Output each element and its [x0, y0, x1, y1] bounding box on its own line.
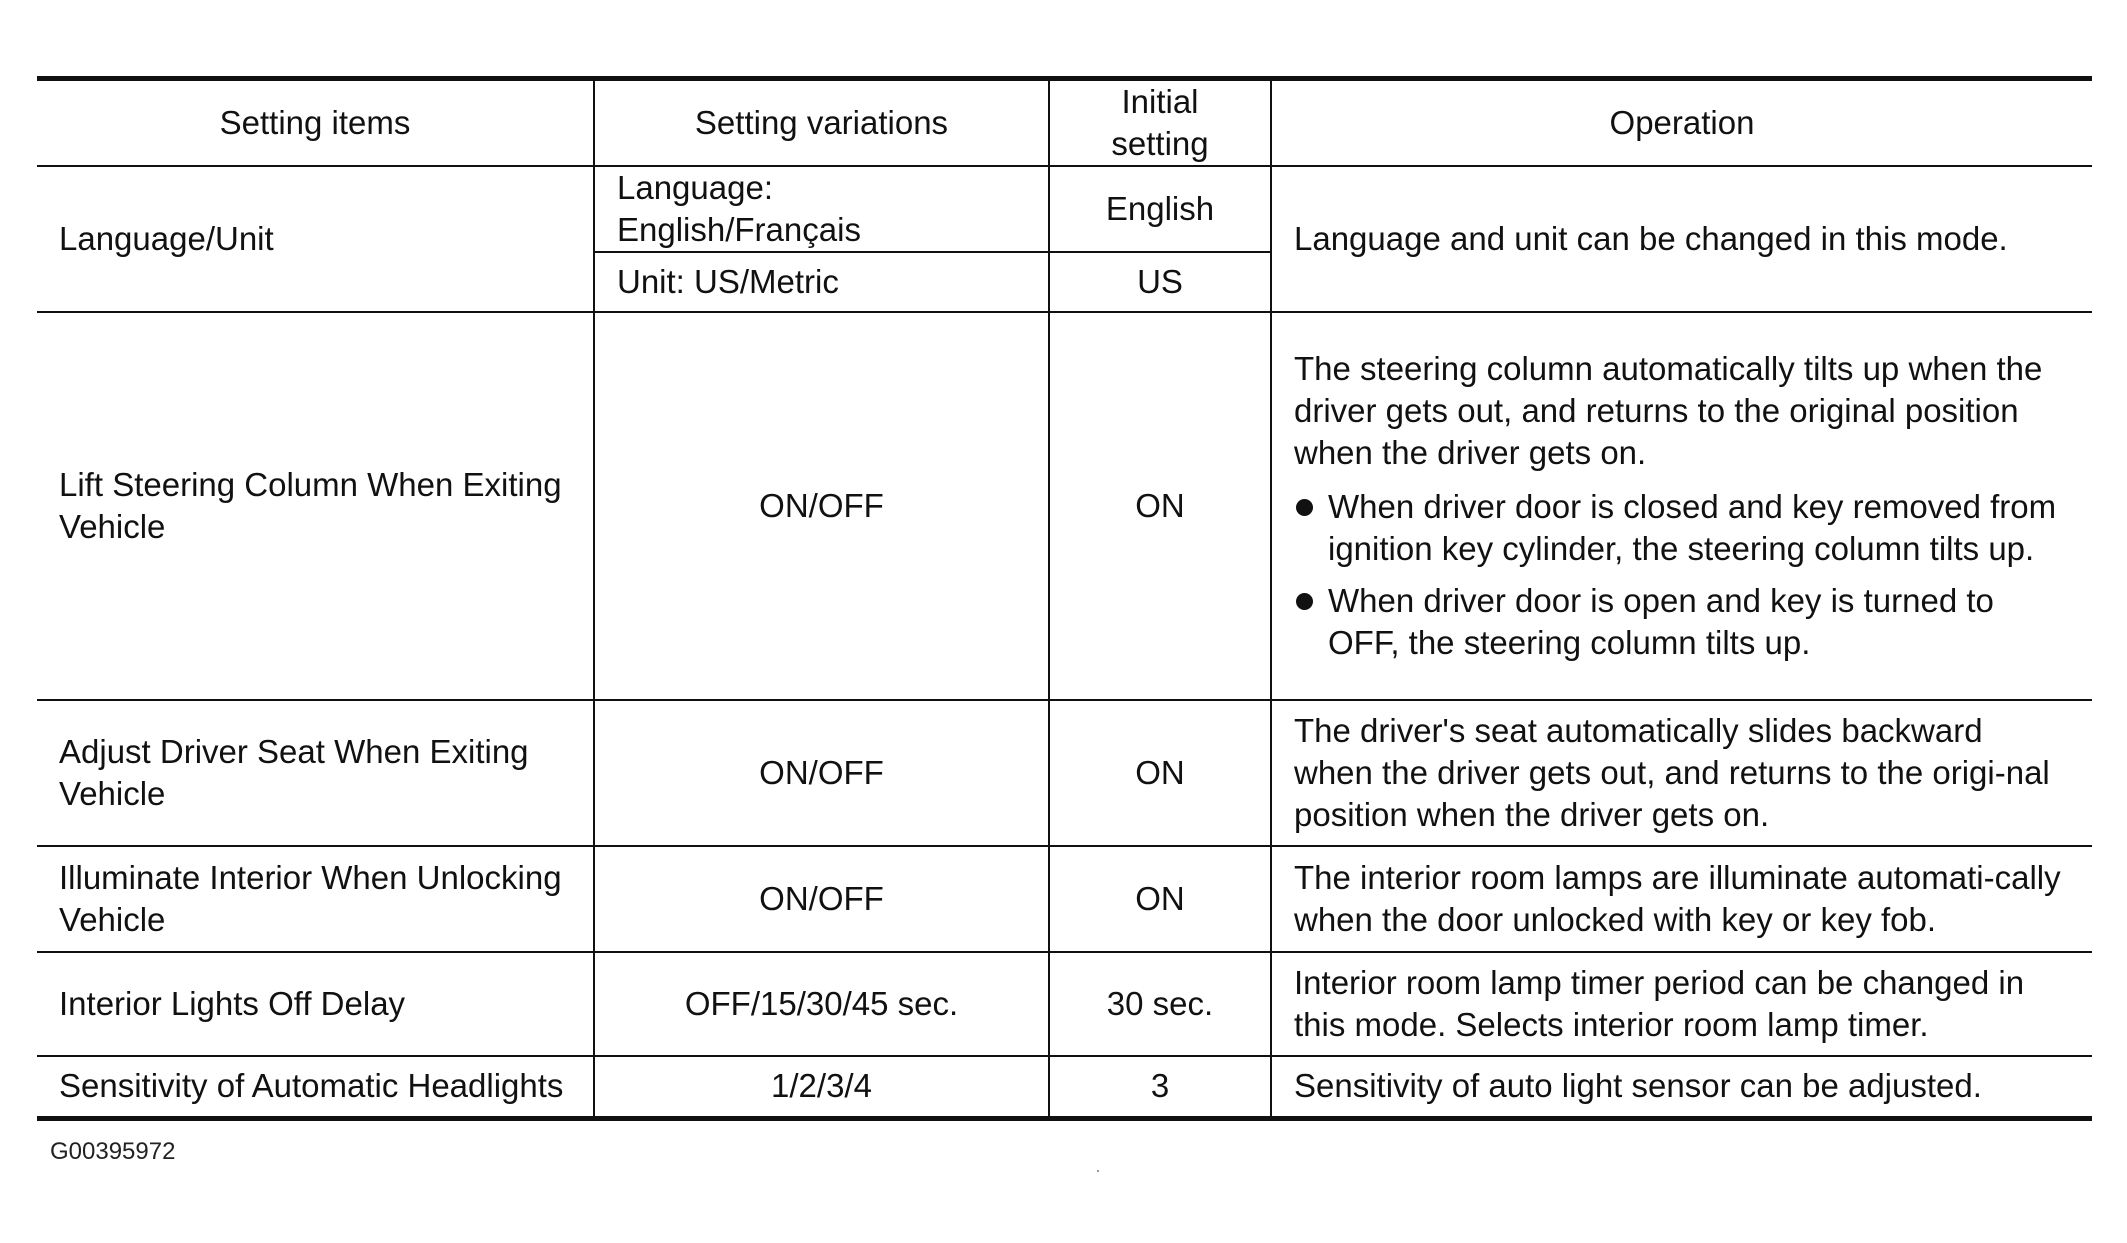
operation-text: The steering column automatically tilts up when the driver gets out, and returns to the original position when the driver gets on. [1294, 350, 2043, 471]
initial-setting-cell: 30 sec. [1049, 952, 1271, 1056]
bullet-dot-icon [1296, 499, 1313, 516]
setting-variation-cell: Language: English/Français [594, 166, 1049, 252]
bullet-text: When driver door is open and key is turned to OFF, the steering column tilts up. [1328, 582, 1994, 661]
table-row [37, 1056, 2092, 1118]
operation-bullet-list [1294, 486, 2070, 664]
setting-variation-cell: Unit: US/Metric [594, 252, 1049, 312]
initial-setting-cell: ON [1049, 700, 1271, 846]
bullet-dot-icon [1296, 593, 1313, 610]
table-row [37, 312, 2092, 700]
table-row [37, 952, 2092, 1056]
initial-setting-cell: ON [1049, 312, 1271, 700]
setting-item-cell: Illuminate Interior When Unlocking Vehicle [37, 846, 594, 952]
list-item [1294, 486, 2070, 570]
settings-table [37, 76, 2092, 1121]
table-row [37, 166, 2092, 252]
setting-variation-cell: 1/2/3/4 [594, 1056, 1049, 1118]
header-operation: Operation [1271, 79, 2092, 167]
header-setting-variations: Setting variations [594, 79, 1049, 167]
operation-cell [1271, 312, 2092, 700]
setting-variation-cell: ON/OFF [594, 700, 1049, 846]
setting-item-cell: Interior Lights Off Delay [37, 952, 594, 1056]
setting-item-cell: Sensitivity of Automatic Headlights [37, 1056, 594, 1118]
table-header-row [37, 79, 2092, 167]
initial-setting-cell: English [1049, 166, 1271, 252]
figure-code: G00395972 [50, 1138, 176, 1165]
list-item [1294, 580, 2070, 664]
initial-setting-cell: US [1049, 252, 1271, 312]
initial-setting-cell: 3 [1049, 1056, 1271, 1118]
operation-cell: Language and unit can be changed in this mode. [1271, 166, 2092, 312]
table-row [37, 700, 2092, 846]
header-setting-items: Setting items [37, 79, 594, 167]
operation-cell: Interior room lamp timer period can be changed in this mode. Selects interior room lamp timer. [1271, 952, 2092, 1056]
scan-speck [1097, 1170, 1099, 1172]
operation-cell: Sensitivity of auto light sensor can be adjusted. [1271, 1056, 2092, 1118]
setting-variation-cell: ON/OFF [594, 312, 1049, 700]
operation-cell: The interior room lamps are illuminate automati-cally when the door unlocked with key or key fob. [1271, 846, 2092, 952]
setting-item-cell: Lift Steering Column When Exiting Vehicle [37, 312, 594, 700]
operation-cell: The driver's seat automatically slides backward when the driver gets out, and returns to the origi-nal position when the driver gets on. [1271, 700, 2092, 846]
initial-setting-cell: ON [1049, 846, 1271, 952]
header-initial-setting: Initial setting [1049, 79, 1271, 167]
setting-item-cell: Adjust Driver Seat When Exiting Vehicle [37, 700, 594, 846]
setting-variation-cell: ON/OFF [594, 846, 1049, 952]
bullet-text: When driver door is closed and key removed from ignition key cylinder, the steering column tilts up. [1328, 488, 2057, 567]
table-row [37, 846, 2092, 952]
setting-variation-cell: OFF/15/30/45 sec. [594, 952, 1049, 1056]
setting-item-cell: Language/Unit [37, 166, 594, 312]
